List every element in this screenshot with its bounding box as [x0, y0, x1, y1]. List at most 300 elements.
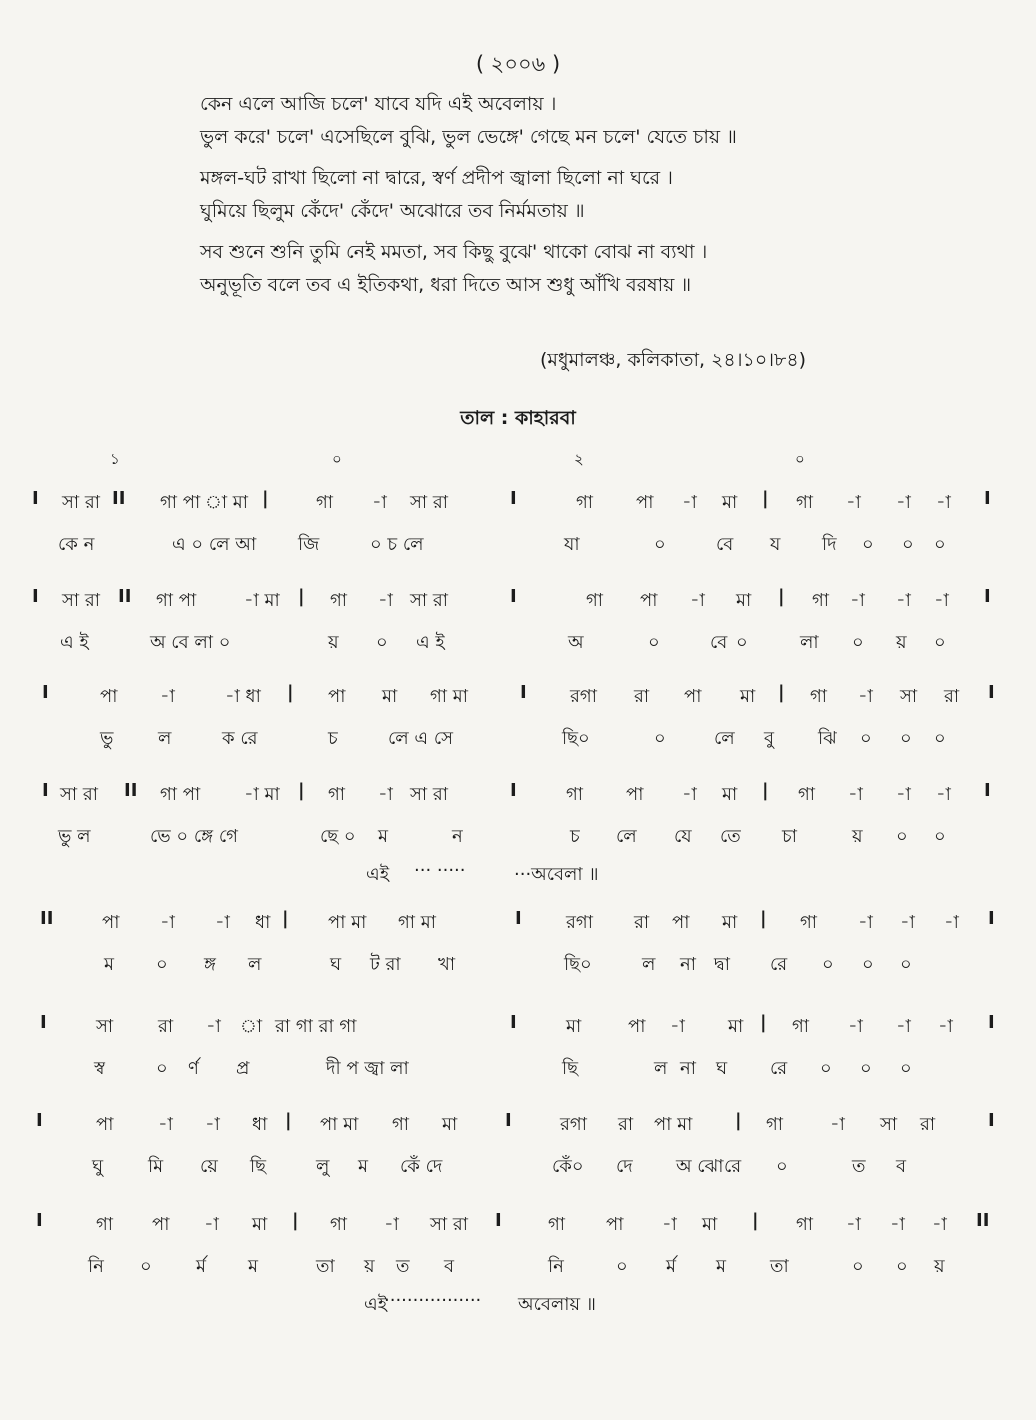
swar-cell: মা [722, 784, 738, 805]
swar-cell: গা পা [160, 784, 201, 805]
bani-cell: ০ [156, 1058, 168, 1079]
swar-cell: -া ধা [225, 686, 261, 707]
bar-line: I [40, 1012, 47, 1033]
bani-cell: ছি০ [564, 954, 592, 975]
bani-cell: ম [358, 1156, 368, 1177]
bar-line: | [778, 586, 785, 607]
swar-cell: রা [944, 686, 960, 707]
swar-cell: গা মা [430, 686, 468, 707]
notation-line [0, 488, 1036, 588]
bani-cell: ০ [862, 534, 874, 555]
swar-row [0, 586, 1036, 616]
swar-cell: সা রা [60, 784, 98, 805]
bani-row [0, 950, 1036, 980]
bani-cell: ছি০ [562, 728, 590, 749]
swar-cell: গা [798, 784, 816, 805]
swar-cell: পা [636, 492, 654, 513]
bani-cell: অ বে লা ০ [150, 632, 231, 653]
swar-cell: -া [215, 912, 230, 933]
swar-cell: -া [848, 784, 863, 805]
swar-cell: -া [932, 1214, 947, 1235]
lyrics-block [200, 88, 890, 302]
beat-mark: ০ [795, 450, 805, 468]
swar-cell: -া [936, 784, 951, 805]
bani-cell: ০ [852, 1256, 864, 1277]
swar-cell: গা [96, 1214, 114, 1235]
bani-cell: রে [770, 1058, 788, 1079]
beat-mark: ০ [332, 450, 342, 468]
swar-cell: পা [102, 912, 120, 933]
bani-cell: ০ [896, 1256, 908, 1277]
bani-cell: দী প জ্বা লা [326, 1058, 409, 1079]
bani-cell: তা [316, 1256, 335, 1277]
notation-line [0, 1210, 1036, 1315]
bani-cell: য় [852, 826, 863, 847]
bani-cell: অ [568, 632, 584, 653]
bani-cell: চ [570, 826, 580, 847]
bani-cell: ল [654, 1058, 668, 1079]
bani-cell: ০ [896, 826, 908, 847]
swar-cell: গা [330, 1214, 348, 1235]
swar-cell: মা [722, 912, 738, 933]
swar-cell: -া [846, 1214, 861, 1235]
bani-cell: এ ০ লে আ [172, 534, 257, 555]
swar-cell: -া মা [244, 590, 280, 611]
beat-mark: ১ [110, 450, 120, 468]
bani-cell: তে [720, 826, 741, 847]
bani-cell: ০ [376, 632, 388, 653]
swar-cell: -া [848, 1016, 863, 1037]
bani-cell: ০ [820, 1058, 832, 1079]
swar-cell: গা [766, 1114, 784, 1135]
refrain-text: ················· [384, 1290, 482, 1311]
bani-cell: য় [934, 1256, 945, 1277]
bani-cell: ০ [934, 728, 946, 749]
swar-cell: ধা [255, 912, 271, 933]
bani-cell: য়ে [200, 1156, 218, 1177]
bani-cell: য় [896, 632, 907, 653]
bar-line: | [298, 780, 305, 801]
bani-cell: ০ [860, 728, 872, 749]
swar-cell: সা [880, 1114, 898, 1135]
bar-line: I [495, 1210, 502, 1231]
bani-cell: না [680, 1058, 696, 1079]
bar-line: | [292, 1210, 299, 1231]
swar-cell: সা [900, 686, 918, 707]
swar-cell: সা রা [410, 492, 448, 513]
refrain-text: অবেলায় ॥ [518, 1294, 596, 1315]
swar-row [0, 1110, 1036, 1140]
swar-cell: ধা [252, 1114, 268, 1135]
swar-cell: মা [566, 1016, 582, 1037]
swar-cell: -া [204, 1214, 219, 1235]
swar-cell: গা [330, 590, 348, 611]
bar-line: I [42, 682, 49, 703]
refrain-text: ···অবেলা ॥ [514, 864, 599, 885]
bani-row [0, 1252, 1036, 1282]
swar-cell: মা [442, 1114, 458, 1135]
swar-cell: গা মা [398, 912, 436, 933]
lyric-line: ভুল করে' চলে' এসেছিলে বুঝি, ভুল ভেঙ্গে' গেছে মন চলে' যেতে চায় ॥ [200, 126, 737, 148]
swar-cell: মা [728, 1016, 744, 1037]
swar-cell: -া [158, 1114, 173, 1135]
bani-cell: কেঁ দে [400, 1156, 443, 1177]
bani-cell: র্ম [196, 1256, 206, 1277]
swar-cell: া [240, 1016, 263, 1037]
bani-row [0, 530, 1036, 560]
bani-cell: খা [438, 954, 456, 975]
bar-line: I [984, 488, 991, 509]
swar-cell: পা [152, 1214, 170, 1235]
bar-line: | [282, 908, 289, 929]
swar-cell: রগা [566, 912, 593, 933]
bani-cell: লে [616, 826, 637, 847]
bani-cell: ছে ০ [320, 826, 356, 847]
swar-cell: -া [936, 492, 951, 513]
swar-row [0, 908, 1036, 938]
bani-cell: ০ [654, 534, 666, 555]
swar-cell: পা [684, 686, 702, 707]
swar-cell: মা [722, 492, 738, 513]
bani-cell: য় [328, 632, 339, 653]
swar-cell: -া [830, 1114, 845, 1135]
bani-cell: ছি [562, 1058, 579, 1079]
swar-cell: রা [920, 1114, 936, 1135]
swar-cell: -া [205, 1114, 220, 1135]
swar-cell: মা [382, 686, 398, 707]
bar-line: II [40, 908, 54, 929]
swar-cell: পা মা [320, 1114, 359, 1135]
swar-row [0, 1210, 1036, 1240]
swar-cell: সা রা [410, 590, 448, 611]
bani-cell: ঘু [92, 1156, 104, 1177]
lyric-line: সব শুনে শুনি তুমি নেই মমতা, সব কিছু বুঝে' থাকো বোঝ না ব্যথা । [200, 241, 708, 263]
bani-cell: নি [548, 1256, 564, 1277]
bar-line: | [298, 586, 305, 607]
swar-cell: -া [858, 686, 873, 707]
swar-cell: সা [96, 1016, 114, 1037]
swar-cell: -া [858, 912, 873, 933]
bani-cell: দ্বা [714, 954, 730, 975]
bani-cell: দে [616, 1156, 633, 1177]
bani-cell: দি [822, 534, 837, 555]
bani-cell: ঘ [716, 1058, 728, 1079]
bani-cell: ত [852, 1156, 866, 1177]
bani-cell: ০ [852, 632, 864, 653]
bani-cell: ০ [616, 1256, 628, 1277]
swar-cell: -া [206, 1016, 221, 1037]
notation-line [0, 586, 1036, 686]
bani-cell: ভু [100, 728, 114, 749]
bani-cell: ম [248, 1256, 258, 1277]
bar-line: I [988, 1110, 995, 1131]
bani-cell: ল [158, 728, 172, 749]
swar-cell: রা [634, 686, 650, 707]
refrain-text: এই [366, 864, 390, 885]
swar-cell: -া [690, 590, 705, 611]
bani-cell: স্ব [94, 1058, 105, 1079]
bar-line: II [112, 488, 126, 509]
swar-cell: গা [392, 1114, 410, 1135]
bar-line: I [520, 682, 527, 703]
swar-cell: গা [792, 1016, 810, 1037]
bani-cell: ছি [250, 1156, 267, 1177]
bar-line: | [762, 488, 769, 509]
swar-row [0, 682, 1036, 712]
bani-cell: য [770, 534, 781, 555]
swar-cell: পা [96, 1114, 114, 1135]
swar-cell: পা মা [654, 1114, 693, 1135]
bani-cell: ল [642, 954, 656, 975]
bani-cell: ত [396, 1256, 410, 1277]
bar-line: | [287, 682, 294, 703]
bar-line: I [510, 488, 517, 509]
swar-cell: পা [672, 912, 690, 933]
bani-cell: অ ঝো [676, 1156, 724, 1177]
swar-cell: মা [736, 590, 752, 611]
bani-cell: ভে ০ ঙ্গে গে [150, 826, 238, 847]
bani-cell: ০ [776, 1156, 788, 1177]
bani-cell: ব [896, 1156, 907, 1177]
bani-cell: লু [316, 1156, 330, 1177]
swar-cell: পা [626, 784, 644, 805]
bani-cell: ০ [648, 632, 660, 653]
notation-line [0, 1012, 1036, 1112]
bar-line: | [752, 1210, 759, 1231]
swar-cell: পা মা [328, 912, 367, 933]
swar-cell: গা [800, 912, 818, 933]
swar-cell: -া [372, 492, 387, 513]
bani-cell: মি [148, 1156, 164, 1177]
bar-line: I [984, 586, 991, 607]
bar-line: | [760, 908, 767, 929]
swar-cell: গা [576, 492, 594, 513]
swar-cell: া মা [205, 492, 249, 513]
bani-cell: যা [564, 534, 580, 555]
bani-cell: ০ [822, 954, 834, 975]
bani-cell: ঝি [818, 728, 837, 749]
bani-cell: প্র [236, 1058, 250, 1079]
bani-cell: ০ [860, 1058, 872, 1079]
bar-line: | [735, 1110, 742, 1131]
bani-cell: বু [764, 728, 775, 749]
bar-line: I [36, 1210, 43, 1231]
bar-line: | [760, 1012, 767, 1033]
swar-cell: রা [158, 1016, 174, 1037]
bani-cell: ০ [900, 728, 912, 749]
lyric-line: অনুভূতি বলে তব এ ইতিকথা, ধরা দিতে আস শুধু আঁখি বরষায় ॥ [200, 274, 692, 296]
swar-cell: গা [812, 590, 830, 611]
lyric-line: কেন এলে আজি চলে' যাবে যদি এই অবেলায় । [200, 93, 557, 115]
swar-cell: -া [378, 590, 393, 611]
refrain-text: এই [364, 1294, 388, 1315]
swar-row [0, 780, 1036, 810]
song-number: ( ২০০৬ ) [475, 52, 561, 76]
swar-cell: রা [618, 1114, 634, 1135]
bani-cell: ঙ্গ [204, 954, 216, 975]
swar-cell: পা [606, 1214, 624, 1235]
bani-cell: ল [248, 954, 262, 975]
swar-cell: পা [640, 590, 658, 611]
swar-cell: গা [328, 784, 346, 805]
swar-cell: -া [934, 590, 949, 611]
swar-cell: -া [160, 912, 175, 933]
bar-line: II [976, 1210, 990, 1231]
bani-cell: ০ চ লে [370, 534, 424, 555]
bani-cell: র্ণ [188, 1058, 199, 1079]
swar-cell: -া [896, 784, 911, 805]
bar-line: | [285, 1110, 292, 1131]
swar-cell: -া [890, 1214, 905, 1235]
swar-cell: -া [682, 492, 697, 513]
bani-cell: রে [770, 954, 788, 975]
swar-cell: -া [944, 912, 959, 933]
bani-cell: য় [364, 1256, 375, 1277]
bani-cell: ০ [900, 954, 912, 975]
bar-line: I [36, 1110, 43, 1131]
bani-row [0, 724, 1036, 754]
swar-cell: রগা [570, 686, 597, 707]
bani-cell: ০ [900, 1058, 912, 1079]
swar-cell: গা [810, 686, 828, 707]
swar-cell: পা [628, 1016, 646, 1037]
swar-cell: -া [896, 590, 911, 611]
swar-cell: গা [548, 1214, 566, 1235]
swar-cell: রা গা রা গা [275, 1016, 357, 1037]
bar-line: I [515, 908, 522, 929]
bani-cell: বে [710, 632, 728, 653]
swar-cell: -া [384, 1214, 399, 1235]
bani-cell: ০ [654, 728, 666, 749]
bar-line: I [988, 1012, 995, 1033]
source-citation: (মধুমালঞ্চ, কলিকাতা, ২৪।১০।৮৪) [540, 349, 807, 371]
bani-cell: ম [104, 954, 114, 975]
swar-cell: গা পা [156, 590, 197, 611]
swar-cell: -া [900, 912, 915, 933]
beat-marks [0, 448, 1036, 472]
bani-cell: ঘ [330, 954, 342, 975]
beat-mark: ২ [574, 450, 584, 468]
bani-cell: চ [328, 728, 338, 749]
bani-cell: ০ [862, 954, 874, 975]
bani-cell: ০ [934, 826, 946, 847]
bani-cell: চা [782, 826, 797, 847]
swar-cell: সা রা [62, 590, 100, 611]
bar-line: I [505, 1110, 512, 1131]
swar-cell: -া [850, 590, 865, 611]
swar-cell: -া [682, 784, 697, 805]
swar-row [0, 488, 1036, 518]
bar-line: I [32, 488, 39, 509]
bani-cell: ০ [934, 632, 946, 653]
bani-cell: বে [716, 534, 734, 555]
bani-cell: এ ই [60, 632, 89, 653]
bar-line: II [118, 586, 132, 607]
bar-line: I [988, 908, 995, 929]
bani-row [0, 628, 1036, 658]
bani-cell: ন [452, 826, 463, 847]
bani-cell: ০ [934, 534, 946, 555]
swar-row [0, 1012, 1036, 1042]
bani-cell: জি [298, 534, 320, 555]
bar-line: | [778, 682, 785, 703]
bani-cell: নি [88, 1256, 104, 1277]
swar-cell: সা রা [62, 492, 100, 513]
bar-line: I [510, 586, 517, 607]
bani-cell: তা [770, 1256, 789, 1277]
swar-cell: মা [702, 1214, 718, 1235]
refrain-text: ··· ····· [414, 860, 466, 881]
taal-heading: তাল : কাহারবা [460, 407, 576, 429]
bani-cell: লে [714, 728, 735, 749]
bani-cell: ক রে [222, 728, 258, 749]
bani-cell: ০ [140, 1256, 152, 1277]
bar-line: | [262, 488, 269, 509]
swar-cell: -া [670, 1016, 685, 1037]
bar-line: I [984, 780, 991, 801]
bani-row [0, 1152, 1036, 1182]
swar-cell: সা রা [410, 784, 448, 805]
bar-line: I [510, 780, 517, 801]
swar-cell: -া [662, 1214, 677, 1235]
bani-cell: ০ [902, 534, 914, 555]
bani-cell: ০ [156, 954, 168, 975]
bani-cell: যে [674, 826, 692, 847]
bar-line: I [988, 682, 995, 703]
swar-cell: -া [160, 686, 175, 707]
bani-cell: র্ম [666, 1256, 676, 1277]
bar-line: | [762, 780, 769, 801]
swar-cell: রগা [560, 1114, 587, 1135]
bani-cell: না [680, 954, 696, 975]
notation-line [0, 682, 1036, 782]
bani-cell: ব [444, 1256, 455, 1277]
notation-line [0, 780, 1036, 885]
bani-cell: লা [800, 632, 819, 653]
lyric-line: মঙ্গল-ঘট রাখা ছিলো না দ্বারে, স্বর্ণ প্রদীপ জ্বালা ছিলো না ঘরে । [200, 167, 673, 189]
swar-cell: গা [566, 784, 584, 805]
swar-cell: পা [328, 686, 346, 707]
bar-line: II [124, 780, 138, 801]
swar-cell: গা পা [160, 492, 201, 513]
bani-cell: কে ন [58, 534, 95, 555]
swar-cell: -া [938, 1016, 953, 1037]
lyric-line: ঘুমিয়ে ছিলুম কেঁদে' কেঁদে' অঝোরে তব নির্মমতায় ॥ [200, 200, 585, 222]
swar-cell: -া [896, 1016, 911, 1037]
bani-cell: ম [378, 826, 388, 847]
bani-row [0, 1054, 1036, 1084]
swar-cell: গা [796, 1214, 814, 1235]
bani-cell: ট রা [370, 954, 401, 975]
swar-cell: -া [378, 784, 393, 805]
swar-cell: সা রা [430, 1214, 468, 1235]
bani-cell: লে এ সে [388, 728, 454, 749]
bani-cell: ভু ল [58, 826, 91, 847]
bani-cell: ম [716, 1256, 726, 1277]
swar-cell: গা [796, 492, 814, 513]
swar-cell: গা [586, 590, 604, 611]
bar-line: I [510, 1012, 517, 1033]
bar-line: I [32, 586, 39, 607]
swar-cell: মা [740, 686, 756, 707]
bar-line: I [42, 780, 49, 801]
swar-cell: গা [316, 492, 334, 513]
swar-cell: -া মা [244, 784, 280, 805]
bani-cell: এ ই [416, 632, 445, 653]
swar-cell: -া [846, 492, 861, 513]
swar-cell: মা [252, 1214, 268, 1235]
bani-cell: রে [724, 1156, 742, 1177]
